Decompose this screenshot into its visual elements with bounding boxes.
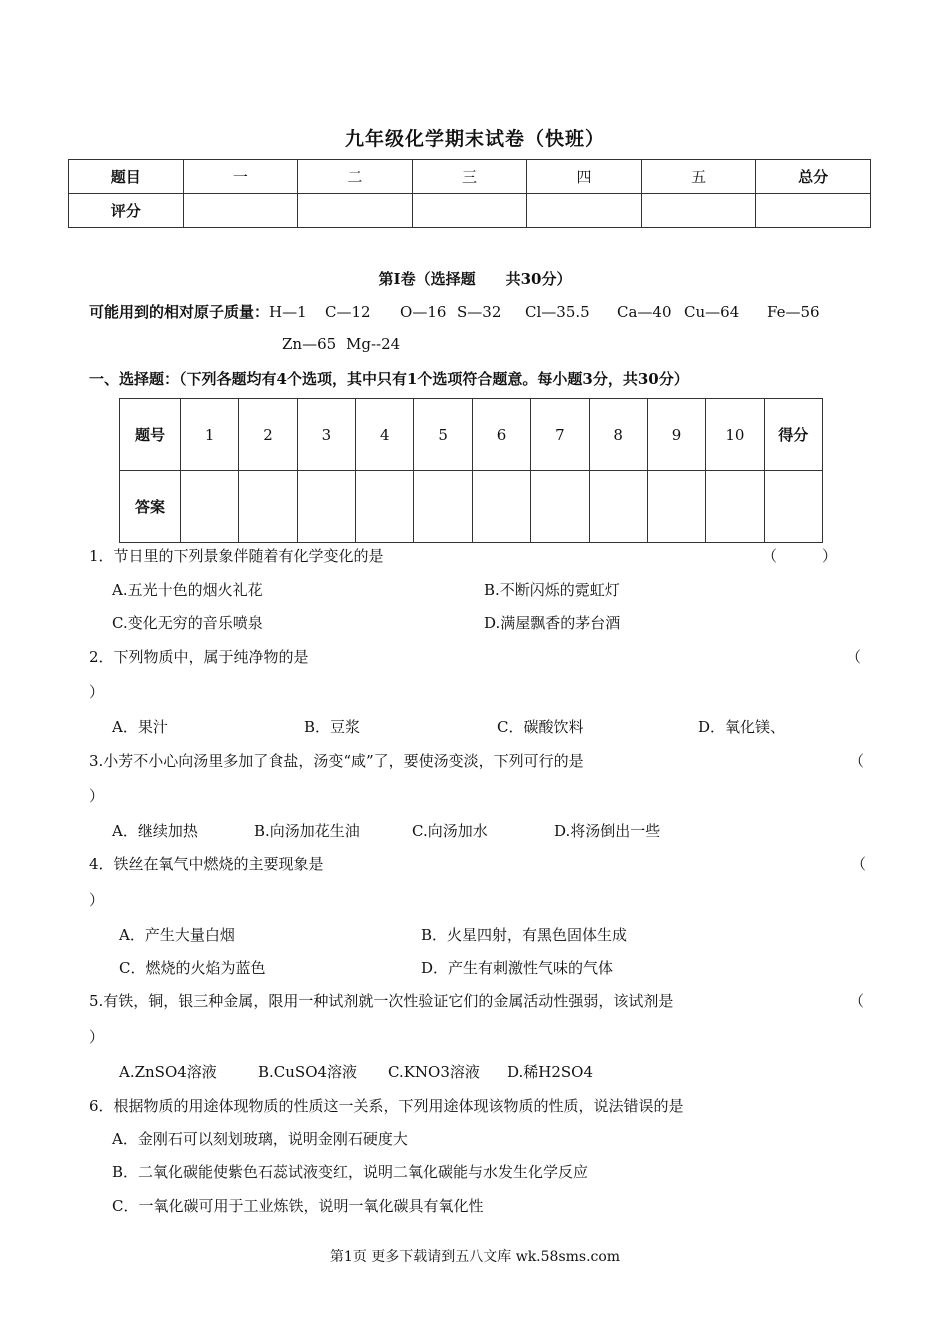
atomic-mass-item: Cl—35.5 <box>525 303 590 321</box>
answer-cell <box>531 471 589 543</box>
answer-cell <box>472 471 530 543</box>
score-table <box>68 159 871 228</box>
answer-table-header-row <box>120 399 823 471</box>
question-6-stem: 6．根据物质的用途体现物质的性质这一关系，下列用途体现该物质的性质，说法错误的是 <box>89 1097 684 1115</box>
score-header-cell: 三 <box>412 160 527 194</box>
answer-cell <box>239 471 297 543</box>
question-4-option-a: A．产生大量白烟 <box>119 926 235 944</box>
answer-table-row <box>120 471 823 543</box>
atomic-mass-line-2 <box>282 335 400 353</box>
question-1-stem: 1．节日里的下列景象伴随着有化学变化的是 <box>89 547 384 565</box>
question-2-option-b: B．豆浆 <box>304 718 361 736</box>
question-5-option-b: B.CuSO4溶液 <box>258 1063 358 1081</box>
atomic-mass-item: Zn—65 <box>282 335 337 353</box>
score-header-cell: 一 <box>183 160 298 194</box>
score-row-label: 评分 <box>69 194 184 228</box>
question-3-paren-open: （ <box>849 752 865 770</box>
question-2-paren-close: ） <box>89 683 105 701</box>
score-cell <box>412 194 527 228</box>
question-3-option-b: B.向汤加花生油 <box>254 822 360 840</box>
answer-cell <box>414 471 472 543</box>
question-5-paren-close: ） <box>89 1028 105 1046</box>
question-3-option-a: A．继续加热 <box>112 822 198 840</box>
atomic-mass-item: S—32 <box>457 303 502 321</box>
question-6-option-b: B．二氧化碳能使紫色石蕊试液变红，说明二氧化碳能与水发生化学反应 <box>112 1163 589 1181</box>
part1-heading: 一、选择题：（下列各题均有4个选项，其中只有1个选项符合题意。每小题3分，共30分） <box>89 370 689 388</box>
answer-row-label: 答案 <box>120 471 181 543</box>
atomic-mass-line-1 <box>89 301 820 322</box>
score-header-cell: 总分 <box>756 160 871 194</box>
question-2-option-c: C．碳酸饮料 <box>497 718 584 736</box>
section-title: 第Ⅰ卷（选择题 共30分） <box>378 270 572 288</box>
atomic-mass-item: Fe—56 <box>767 303 820 321</box>
question-1-option-a: A.五光十色的烟火礼花 <box>112 581 263 599</box>
answer-header-cell: 1 <box>181 399 239 471</box>
score-header-cell: 五 <box>641 160 756 194</box>
answer-cell <box>647 471 705 543</box>
question-5-option-d: D.稀H2SO4 <box>507 1063 594 1081</box>
answer-cell <box>181 471 239 543</box>
atomic-mass-item: H—1 <box>269 303 307 321</box>
score-header-cell: 题目 <box>69 160 184 194</box>
answer-header-cell: 5 <box>414 399 472 471</box>
question-4-option-c: C．燃烧的火焰为蓝色 <box>119 959 266 977</box>
answer-header-cell: 2 <box>239 399 297 471</box>
answer-header-cell: 10 <box>706 399 764 471</box>
page-title: 九年级化学期末试卷（快班） <box>344 128 605 150</box>
question-3-stem: 3.小芳不小心向汤里多加了食盐，汤变“咸”了，要使汤变淡，下列可行的是 <box>89 752 584 770</box>
question-5-paren-open: （ <box>849 992 865 1010</box>
question-4-option-d: D．产生有刺激性气味的气体 <box>421 959 614 977</box>
answer-header-cell: 4 <box>356 399 414 471</box>
question-1-option-d: D.满屋飘香的茅台酒 <box>484 614 621 632</box>
score-cell <box>641 194 756 228</box>
question-1-option-b: B.不断闪烁的霓虹灯 <box>484 581 620 599</box>
atomic-mass-item: O—16 <box>400 303 447 321</box>
score-cell <box>756 194 871 228</box>
atomic-mass-item: Ca—40 <box>617 303 672 321</box>
question-3-option-c: C.向汤加水 <box>412 822 488 840</box>
score-cell <box>527 194 642 228</box>
question-2-option-a: A．果汁 <box>112 718 168 736</box>
answer-cell <box>589 471 647 543</box>
question-5-option-c: C.KNO3溶液 <box>388 1063 480 1081</box>
answer-header-cell: 题号 <box>120 399 181 471</box>
answer-header-cell: 6 <box>472 399 530 471</box>
score-table-header-row <box>69 160 871 194</box>
answer-cell <box>706 471 764 543</box>
answer-header-cell: 7 <box>531 399 589 471</box>
answer-header-cell: 8 <box>589 399 647 471</box>
answer-cell <box>764 471 822 543</box>
score-header-cell: 二 <box>298 160 413 194</box>
atomic-mass-label: 可能用到的相对原子质量： <box>89 303 270 321</box>
score-table-row <box>69 194 871 228</box>
atomic-mass-item: Cu—64 <box>684 303 740 321</box>
page-footer: 第1页 更多下载请到五八文库 wk.58sms.com <box>329 1249 621 1265</box>
question-3-paren-close: ） <box>89 787 105 805</box>
question-5-option-a: A.ZnSO4溶液 <box>119 1063 217 1081</box>
question-4-paren-close: ） <box>89 891 105 909</box>
question-4-stem: 4．铁丝在氧气中燃烧的主要现象是 <box>89 855 324 873</box>
answer-table <box>119 398 823 543</box>
answer-cell <box>356 471 414 543</box>
answer-header-cell: 得分 <box>764 399 822 471</box>
question-2-stem: 2．下列物质中，属于纯净物的是 <box>89 648 309 666</box>
score-header-cell: 四 <box>527 160 642 194</box>
question-6-option-c: C．一氧化碳可用于工业炼铁，说明一氧化碳具有氧化性 <box>112 1197 484 1215</box>
question-6-option-a: A．金刚石可以刻划玻璃，说明金刚石硬度大 <box>112 1130 408 1148</box>
atomic-mass-item: C—12 <box>325 303 371 321</box>
question-2-option-d: D．氧化镁、 <box>698 718 786 736</box>
question-1-answer-paren: （ ） <box>762 547 838 565</box>
question-5-stem: 5.有铁，铜，银三种金属，限用一种试剂就一次性验证它们的金属活动性强弱，该试剂是 <box>89 992 674 1010</box>
question-4-paren-open: （ <box>851 855 867 873</box>
answer-header-cell: 9 <box>647 399 705 471</box>
question-3-option-d: D.将汤倒出一些 <box>554 822 661 840</box>
score-cell <box>298 194 413 228</box>
score-cell <box>183 194 298 228</box>
question-4-option-b: B．火星四射，有黑色固体生成 <box>421 926 628 944</box>
answer-header-cell: 3 <box>297 399 355 471</box>
question-1-option-c: C.变化无穷的音乐喷泉 <box>112 614 263 632</box>
answer-cell <box>297 471 355 543</box>
atomic-mass-item: Mg--24 <box>346 335 401 353</box>
question-2-paren-open: （ <box>846 648 862 666</box>
